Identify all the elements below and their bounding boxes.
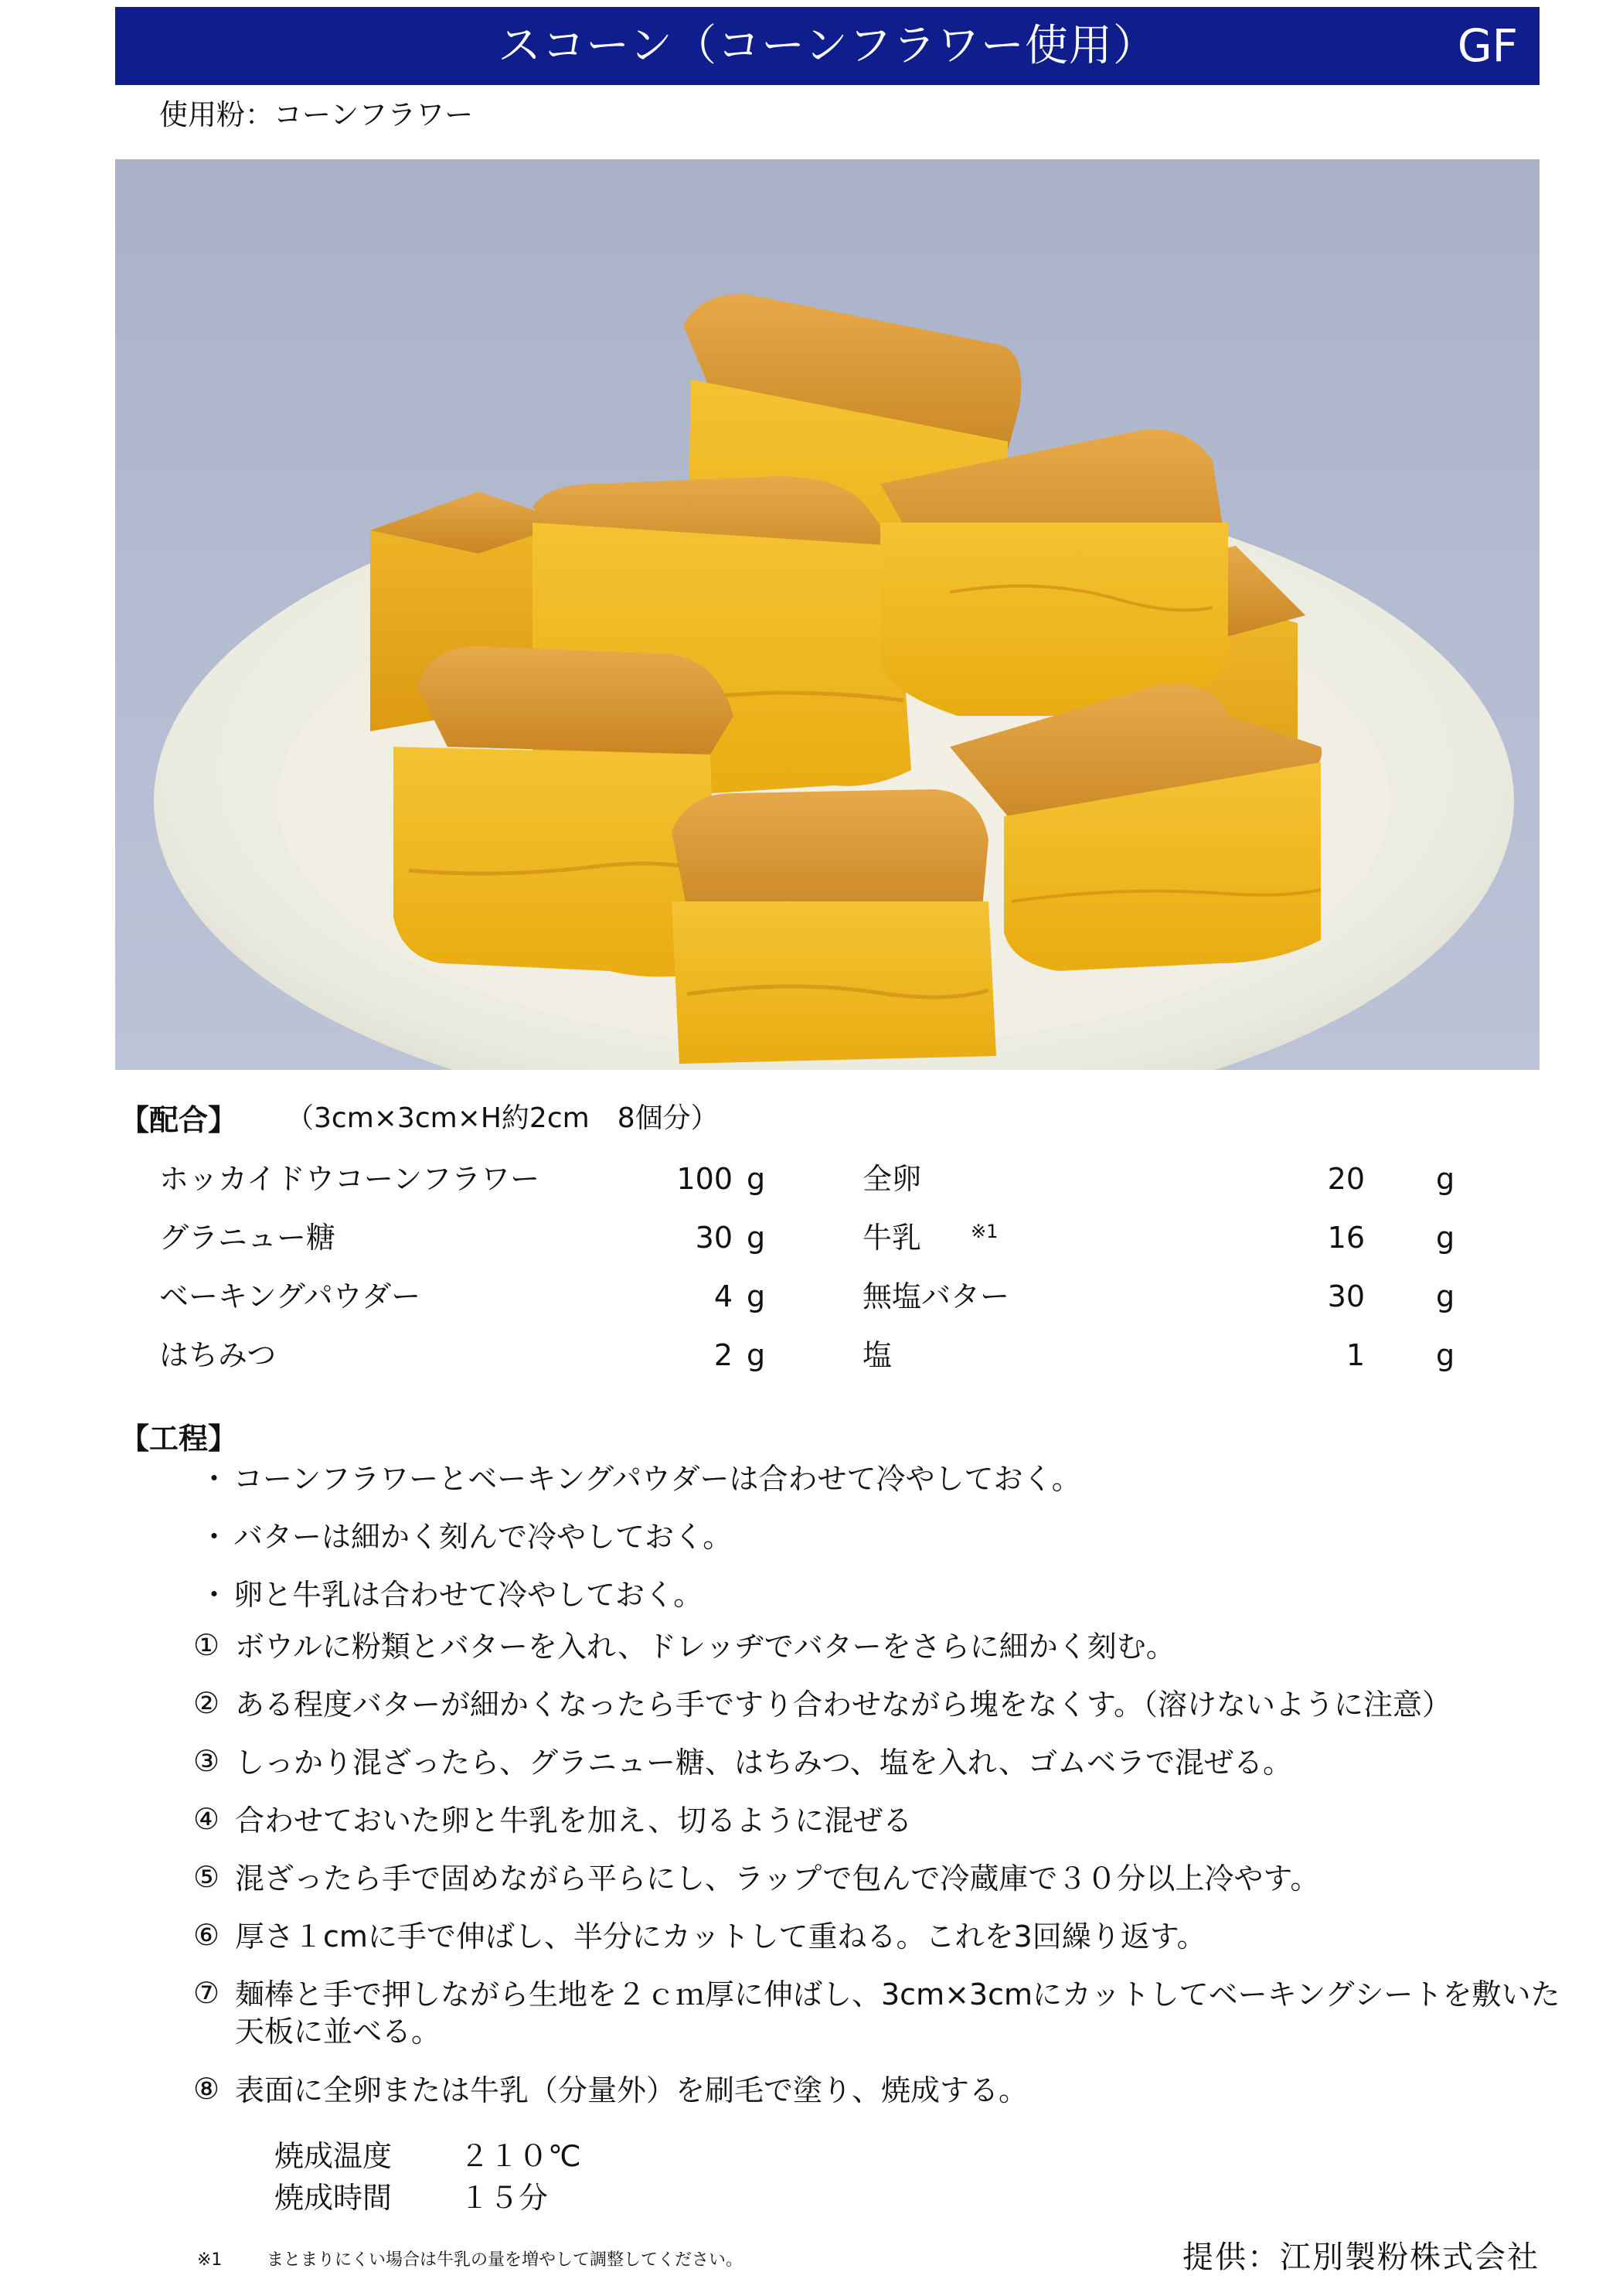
flour-used: 使用粉：コーンフラワー <box>159 98 474 131</box>
footnote <box>197 2247 743 2270</box>
step-text: ボウルに粉類とバターを入れ、ドレッヂでバターをさらに細かく刻む。 <box>235 1630 1176 1664</box>
scone-illustration <box>115 159 1540 1070</box>
prep-item <box>199 1571 703 1613</box>
page-title: スコーン（コーンフラワー使用） <box>498 21 1157 71</box>
scone-photo <box>115 159 1540 1070</box>
step-number: ⑧ <box>193 2072 220 2106</box>
blend-heading: 【配合】 <box>120 1103 238 1137</box>
step-text: 表面に全卵または牛乳（分量外）を刷毛で塗り、焼成する。 <box>235 2073 1029 2107</box>
ingredient-amount: 2 <box>713 1338 733 1372</box>
ingredient-amount: 20 <box>1327 1162 1365 1196</box>
process-step <box>193 1628 1564 1665</box>
ingredient-row <box>863 1160 1481 1198</box>
prep-text: コーンフラワーとベーキングパウダーは合わせて冷やしておく。 <box>233 1462 1081 1496</box>
bake-time <box>274 2174 548 2216</box>
ingredient-unit: g <box>1436 1221 1455 1255</box>
process-step <box>193 1802 1564 1839</box>
ingredient-name: ベーキングパウダー <box>159 1279 421 1313</box>
ingredient-unit: g <box>1436 1338 1455 1372</box>
prep-text: 卵と牛乳は合わせて冷やしておく。 <box>233 1578 703 1612</box>
ingredient-amount: 30 <box>1327 1279 1365 1313</box>
ingredient-amount: 4 <box>713 1279 733 1313</box>
ingredient-unit: g <box>747 1221 766 1255</box>
ingredient-name: ホッカイドウコーンフラワー <box>159 1162 540 1196</box>
bake-temperature <box>274 2132 581 2175</box>
footnote-marker: ※1 <box>197 2250 223 2270</box>
footnote-marker: ※1 <box>971 1221 999 1242</box>
ingredient-row <box>863 1277 1481 1316</box>
process-step <box>193 1976 1564 2050</box>
ingredient-unit: g <box>1436 1279 1455 1313</box>
ingredient-amount: 1 <box>1346 1338 1365 1372</box>
yield-info: （3cm×3cm×H約2cm 8個分） <box>286 1102 719 1134</box>
prep-item <box>199 1513 732 1555</box>
bullet-mark: ・ <box>199 1520 230 1554</box>
prep-text: バターは細かく刻んで冷やしておく。 <box>233 1520 733 1554</box>
title-bar <box>115 7 1540 85</box>
ingredient-row <box>863 1336 1481 1375</box>
bake-label: 焼成時間 <box>274 2181 393 2215</box>
ingredient-name: グラニュー糖 <box>159 1221 336 1255</box>
bake-label: 焼成温度 <box>274 2139 393 2173</box>
bullet-mark: ・ <box>199 1578 230 1612</box>
ingredient-amount: 16 <box>1327 1221 1365 1255</box>
bake-value: ２１０℃ <box>460 2139 581 2173</box>
ingredient-row <box>159 1160 777 1198</box>
ingredient-row <box>863 1218 1481 1257</box>
process-step <box>193 2072 1564 2109</box>
ingredient-amount: 30 <box>695 1221 733 1255</box>
ingredient-unit: g <box>747 1279 766 1313</box>
ingredient-row <box>159 1277 777 1316</box>
ingredient-name: 牛乳 <box>863 1221 922 1255</box>
ingredient-unit: g <box>747 1338 766 1372</box>
step-number: ⑤ <box>193 1860 220 1894</box>
process-step <box>193 1918 1564 1955</box>
ingredient-amount: 100 <box>676 1162 733 1196</box>
ingredient-name: 塩 <box>863 1338 893 1372</box>
ingredient-unit: g <box>747 1162 766 1196</box>
ingredient-name: 全卵 <box>863 1162 922 1196</box>
step-number: ③ <box>193 1744 220 1778</box>
ingredient-row <box>159 1336 777 1375</box>
step-text: 厚さ１cmに手で伸ばし、半分にカットして重ねる。これを3回繰り返す。 <box>235 1920 1206 1954</box>
step-text: ある程度バターが細かくなったら手ですり合わせながら塊をなくす。（溶けないように注意） <box>235 1688 1451 1722</box>
bullet-mark: ・ <box>199 1462 230 1496</box>
step-number: ④ <box>193 1802 220 1836</box>
step-text: 合わせておいた卵と牛乳を加え、切るように混ぜる <box>235 1804 913 1838</box>
scone-front-center <box>672 789 996 1064</box>
process-heading: 【工程】 <box>120 1422 238 1456</box>
process-step <box>193 1744 1564 1781</box>
ingredient-name: 無塩バター <box>863 1279 1010 1313</box>
bake-value: １５分 <box>460 2181 549 2215</box>
step-text: しっかり混ざったら、グラニュー糖、はちみつ、塩を入れ、ゴムベラで混ぜる。 <box>235 1746 1293 1780</box>
ingredient-unit: g <box>1436 1162 1455 1196</box>
process-step <box>193 1860 1564 1897</box>
process-step <box>193 1686 1564 1723</box>
gluten-free-badge: GF <box>1457 19 1518 72</box>
provider-credit: 提供：江別製粉株式会社 <box>1182 2240 1540 2275</box>
step-number: ① <box>193 1628 220 1662</box>
step-number: ⑥ <box>193 1918 220 1952</box>
footnote-text: まとまりにくい場合は牛乳の量を増やして調整してください。 <box>267 2250 743 2270</box>
step-number: ② <box>193 1686 220 1720</box>
ingredient-row <box>159 1218 777 1257</box>
prep-item <box>199 1455 1081 1497</box>
step-number: ⑦ <box>193 1976 220 2010</box>
ingredient-name: はちみつ <box>159 1338 277 1372</box>
step-text: 混ざったら手で固めながら平らにし、ラップで包んで冷蔵庫で３０分以上冷やす。 <box>235 1862 1320 1896</box>
step-text: 麺棒と手で押しながら生地を２ｃｍ厚に伸ばし、3cm×3cmにカットしてベーキングシートを敷いた天板に並べる。 <box>235 1977 1560 2049</box>
